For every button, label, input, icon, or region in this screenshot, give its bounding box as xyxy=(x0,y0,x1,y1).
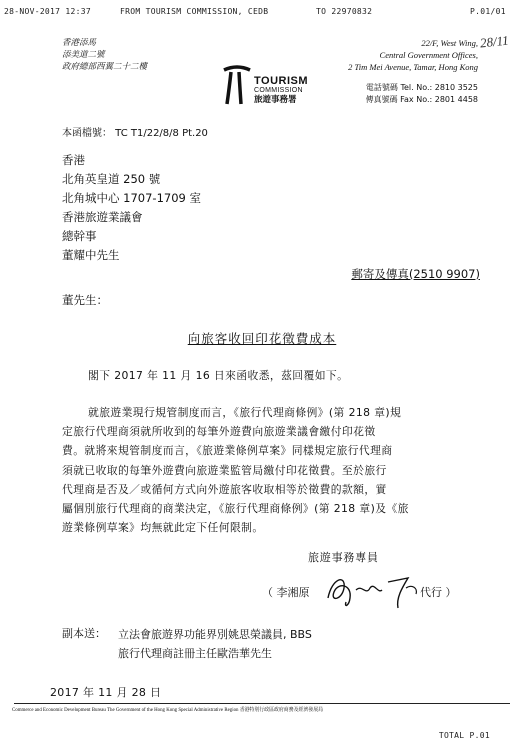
fax-page: P.01/01 xyxy=(470,7,506,16)
cc-recipient: 旅行代理商註冊主任歐浩華先生 xyxy=(118,647,272,660)
footer-text: Commerce and Economic Development Bureau The Government of the Hong Kong Special Administrative Region 香港特別行政區政府商務及經濟發展局 xyxy=(12,708,324,713)
recipient-line: 北角英皇道 250 號 xyxy=(62,172,161,186)
paragraph-main xyxy=(62,403,409,537)
contact-block xyxy=(366,82,478,106)
recipient-address xyxy=(62,151,201,265)
fax-from: FROM TOURISM COMMISSION, CEDB xyxy=(120,7,269,16)
logo-text-zh: 旅遊事務署 xyxy=(254,95,297,105)
cc-recipient: 立法會旅遊界功能界別姚思榮議員, BBS xyxy=(118,628,312,641)
paragraph-line: 代理商是否及／或循何方式向外遊旅客收取相等於徵費的款額，實 xyxy=(62,482,387,496)
fax-total-pages: TOTAL P.01 xyxy=(438,731,490,740)
salutation: 董先生： xyxy=(62,293,108,307)
file-reference: 本函檔號： TC T1/22/8/8 Pt.20 xyxy=(62,128,208,139)
paragraph-acknowledgement: 閣下 2017 年 11 月 16 日來函收悉，茲回覆如下。 xyxy=(88,369,349,382)
recipient-line: 香港 xyxy=(62,153,85,167)
recipient-line: 總幹事 xyxy=(62,229,97,243)
fax-to: TO 22970832 xyxy=(316,7,373,16)
signature-on-behalf: 代行 ） xyxy=(420,586,457,599)
fax-number: 傳真號碼 Fax No.: 2801 4458 xyxy=(365,95,478,104)
recipient-line: 香港旅遊業議會 xyxy=(62,210,143,224)
logo-emblem-icon xyxy=(222,64,252,106)
paragraph-line: 就旅遊業現行規管制度而言，《旅行代理商條例》(第 218 章)規 xyxy=(88,406,402,419)
letter-date: 2017 年 11 月 28 日 xyxy=(50,686,162,699)
address-zh xyxy=(62,37,147,73)
cc-label: 副本送： xyxy=(62,627,106,640)
address-zh-line: 香港添馬 xyxy=(62,38,97,48)
recipient-line: 董耀中先生 xyxy=(62,248,120,262)
cc-list xyxy=(118,625,312,663)
tel-number: 電話號碼 Tel. No.: 2810 3525 xyxy=(365,83,478,92)
paragraph-line: 費。就將來規管制度而言，《旅遊業條例草案》同樣規定旅行代理商 xyxy=(62,444,393,458)
fax-datetime: 28-NOV-2017 12:37 xyxy=(4,7,91,16)
logo-text-tourism: TOURISM xyxy=(254,75,309,87)
signature-name: （ 李湘原 xyxy=(262,586,310,599)
logo-text-commission: COMMISSION xyxy=(254,87,303,94)
paragraph-line: 遊業條例草案》均無就此定下任何限制。 xyxy=(62,521,264,535)
footer-rule xyxy=(14,703,510,704)
tourism-commission-logo xyxy=(222,64,322,110)
paragraph-line: 屬個別旅行代理商的商業決定，《旅行代理商條例》(第 218 章)及《旅 xyxy=(62,502,409,516)
address-en xyxy=(348,37,478,73)
address-zh-line: 政府總部西翼二十二樓 xyxy=(62,62,148,72)
address-en-line: 22/F, West Wing, xyxy=(421,38,478,48)
paragraph-line: 定旅行代理商須就所收到的每筆外遊費向旅遊業議會繳付印花徵 xyxy=(62,425,376,439)
paragraph-line: 須就已收取的每筆外遊費向旅遊業監管局繳付印花徵費。至於旅行 xyxy=(62,463,387,477)
subject-line: 向旅客收回印花徵費成本 xyxy=(187,331,337,346)
address-zh-line: 添美道二號 xyxy=(62,50,105,60)
recipient-line: 北角城中心 1707-1709 室 xyxy=(62,191,201,205)
address-en-line: Central Government Offices, xyxy=(379,50,478,60)
delivery-method: 郵寄及傳真(2510 9907) xyxy=(351,267,480,281)
handwritten-date-mark: 28/11 xyxy=(479,32,510,51)
signature-org: 旅遊事務專員 xyxy=(308,551,379,564)
address-en-line: 2 Tim Mei Avenue, Tamar, Hong Kong xyxy=(348,62,478,72)
handwritten-signature xyxy=(322,568,426,612)
